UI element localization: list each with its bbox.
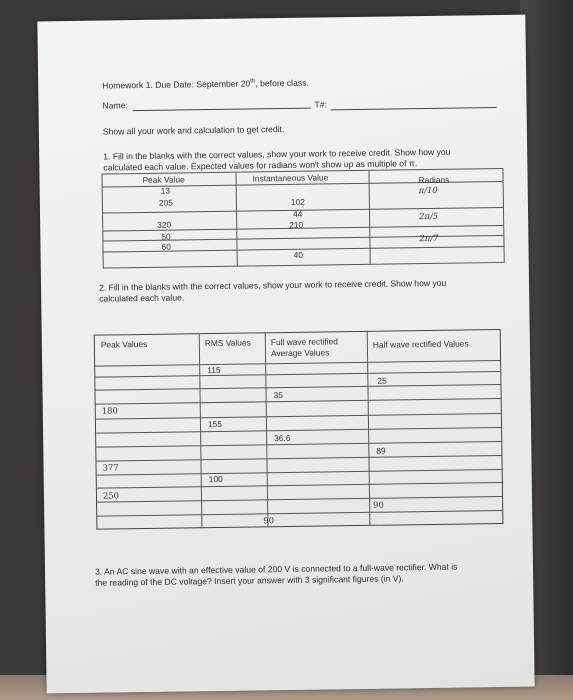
q2-cell-full-36-6: 36.6 (274, 432, 291, 444)
homework-title: Homework 1. Due Date: September 20th, before class. (102, 77, 309, 91)
q1-cell-rad-2pi-5: 2π/5 (419, 210, 439, 222)
q2-cell-peak-377: 377 (102, 462, 119, 473)
q2-text-line2: calculated each value. (99, 292, 185, 304)
q2-col-rms: RMS Values (204, 337, 251, 349)
q2-cell-peak-250: 250 (102, 490, 120, 501)
q1-text-line2: calculated each value. Expected values for radians won't show up as multiple of π. (103, 158, 418, 173)
q3-text-line2: the reading of the DC voltage? Insert your answer with 3 significant figures (in V). (95, 573, 404, 588)
q1-cell-peak-50: 50 (161, 231, 171, 242)
q1-cell-rad-pi-10: π/10 (418, 184, 438, 196)
q1-cell-inst-210: 210 (289, 219, 304, 230)
q1-cell-peak-205: 205 (158, 197, 173, 208)
q2-col-full-wave: Full wave rectified (270, 336, 338, 348)
q1-table (101, 168, 504, 269)
q1-text-line1: 1. Fill in the blanks with the correct values, show your work to receive credit. Show how you (103, 146, 451, 162)
q2-cell-rms-155: 155 (207, 418, 223, 430)
q2-cell-rms-100: 100 (208, 473, 223, 485)
q2-cell-half-89: 89 (376, 445, 386, 456)
q1-cell-inst-40: 40 (293, 249, 304, 260)
q3-text-line1: 3. An AC sine wave with an effective value of 200 V is connected to a full-wave rectifier. What is (94, 561, 458, 577)
q2-cell-half-90: 90 (373, 499, 384, 510)
q2-table (94, 329, 504, 530)
q2-col-half-wave: Half wave rectified Values (372, 338, 469, 350)
t-number-field[interactable] (331, 107, 497, 110)
q1-col-instantaneous: Instantaneous Value (252, 172, 329, 184)
instructions: Show all your work and calculation to get credit. (102, 124, 285, 137)
q1-cell-peak-13: 13 (160, 185, 171, 196)
q2-cell-full-35: 35 (273, 390, 283, 401)
q1-col-peak: Peak Value (142, 174, 185, 185)
q1-cell-inst-102: 102 (290, 196, 305, 207)
q2-cell-full-90: 90 (263, 515, 275, 526)
q1-cell-peak-320: 320 (157, 219, 172, 230)
q2-col-average: Average Values (270, 347, 330, 359)
q2-cell-peak-180: 180 (101, 405, 118, 416)
q2-col-peak: Peak Values (100, 338, 148, 350)
q2-text-line1: 2. Fill in the blanks with the correct values, show your work to receive credit. Show how you (98, 277, 447, 293)
q1-cell-inst-44: 44 (292, 208, 303, 219)
name-label: Name: (102, 100, 128, 111)
q2-cell-half-25: 25 (377, 375, 387, 386)
q1-col-radians: Radians (418, 174, 450, 186)
q1-cell-rad-2pi-7: 2π/7 (419, 232, 439, 244)
q1-cell-peak-60: 60 (161, 241, 171, 252)
name-field[interactable] (133, 108, 311, 111)
q2-cell-rms-115: 115 (207, 364, 221, 376)
homework-sheet (37, 15, 534, 694)
t-number-label: T#: (314, 99, 328, 110)
